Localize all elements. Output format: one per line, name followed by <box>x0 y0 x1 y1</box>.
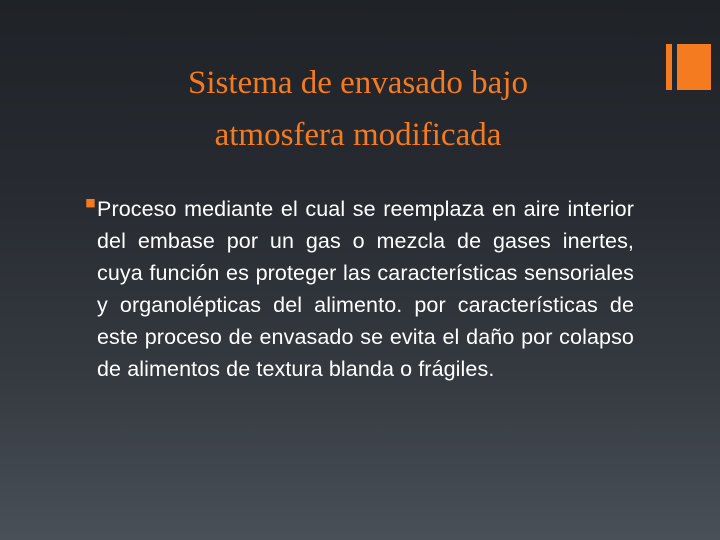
slide-title <box>100 57 616 161</box>
title-line-2: atmosfera modificada <box>214 117 502 153</box>
bullet-text: Proceso mediante el cual se reemplaza en aire interior del embase por un gas o mezcla de gases inertes, cuya función es proteger las características sensoriales y organolépticas del alimento. por características de este proceso de envasado se evita el daño por colapso de alimentos de textura blanda o frágiles. <box>97 197 634 381</box>
title-line-1: Sistema de envasado bajo <box>188 65 528 101</box>
bullet-list <box>86 193 634 385</box>
accent-block <box>677 44 711 90</box>
square-bullet-icon: ■ <box>85 196 96 209</box>
accent-bar <box>666 44 672 90</box>
